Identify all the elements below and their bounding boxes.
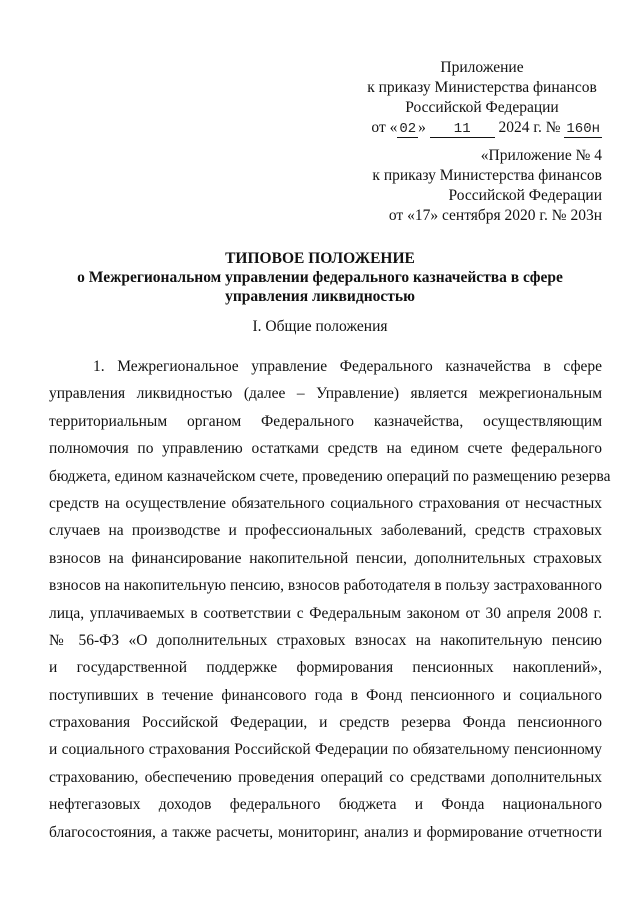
paragraph-line: полномочия по управлению остатками средств на едином счете федерального [49,440,602,458]
paragraph-line: № 56-ФЗ «О дополнительных страховых взносах на накопительную пенсию [49,631,602,649]
paragraph-1 [49,353,611,846]
paragraph-line: взносов на финансирование накопительной пенсии, дополнительных страховых [49,549,602,567]
paragraph-line: бюджета, едином казначейском счете, проведению операций по размещению резерва [49,467,611,485]
date-prefix: от « [371,119,398,136]
previous-attachment-line-order: к приказу Министерства финансов [372,167,602,184]
paragraph-line: благосостояния, а также расчеты, мониторинг, анализ и формирование отчетности [49,823,602,841]
date-year-digit: 4 [521,119,530,136]
attachment-header-previous [302,146,602,226]
paragraph-line: и социального страхования Российской Федерации по обязательному пенсионному [49,741,602,759]
paragraph-line: и государственной поддержке формирования пенсионных накоплений», [49,659,602,677]
date-day: 02 [399,121,417,137]
paragraph-line: нефтегазовых доходов федерального бюджета и Фонда национального [49,796,602,814]
paragraph-line: страхованию, обеспечению проведения операций со средствами дополнительных [49,768,602,786]
attachment-line-order: к приказу Министерства финансов [367,79,597,96]
paragraph-line: взносов на накопительную пенсию, взносов работодателя в пользу застрахованного [49,577,603,595]
paragraph-line: страхования Российской Федерации, и средств резерва Фонда пенсионного [49,714,602,732]
document-title: ТИПОВОЕ ПОЛОЖЕНИЕ [225,250,415,267]
date-year-prefix: 202 [498,119,522,136]
section-heading: I. Общие положения [252,318,388,335]
paragraph-line: случаев на производстве и профессиональных заболеваний, средств страховых [49,522,602,540]
previous-attachment-line-ministry: Российской Федерации [448,187,602,204]
attachment-date-row [302,118,602,139]
document-subtitle-line1: о Межрегиональном управлении федерального казначейства в сфере [77,269,563,286]
paragraph-line: территориальным органом Федерального казначейства, осуществляющим [49,412,602,430]
paragraph-line: поступивших в течение финансового года в Фонд пенсионного и социального [49,686,602,704]
attachment-line-ministry: Российской Федерации [405,99,559,116]
previous-attachment-title: «Приложение № 4 [480,147,602,164]
paragraph-line: лица, уплачиваемых в соответствии с Федеральным законом от 30 апреля 2008 г. [49,604,602,622]
document-subtitle-line2: управления ликвидностью [225,288,415,305]
attachment-title: Приложение [440,59,524,76]
date-year-suffix: г. № [529,119,561,136]
paragraph-line: средств на осуществление обязательного социального страхования от несчастных [49,494,602,512]
paragraph-line: управления ликвидностью (далее – Управление) является межрегиональным [49,385,602,403]
date-month: 11 [430,121,495,138]
paragraph-line: 1. Межрегиональное управление Федерального казначейства в сфере [93,358,602,375]
order-number: 160н [566,121,600,137]
date-day-close: » [418,119,426,136]
previous-attachment-date: от «17» сентября 2020 г. № 203н [388,207,602,224]
attachment-header-current [302,58,602,139]
document-title-block [40,249,600,306]
